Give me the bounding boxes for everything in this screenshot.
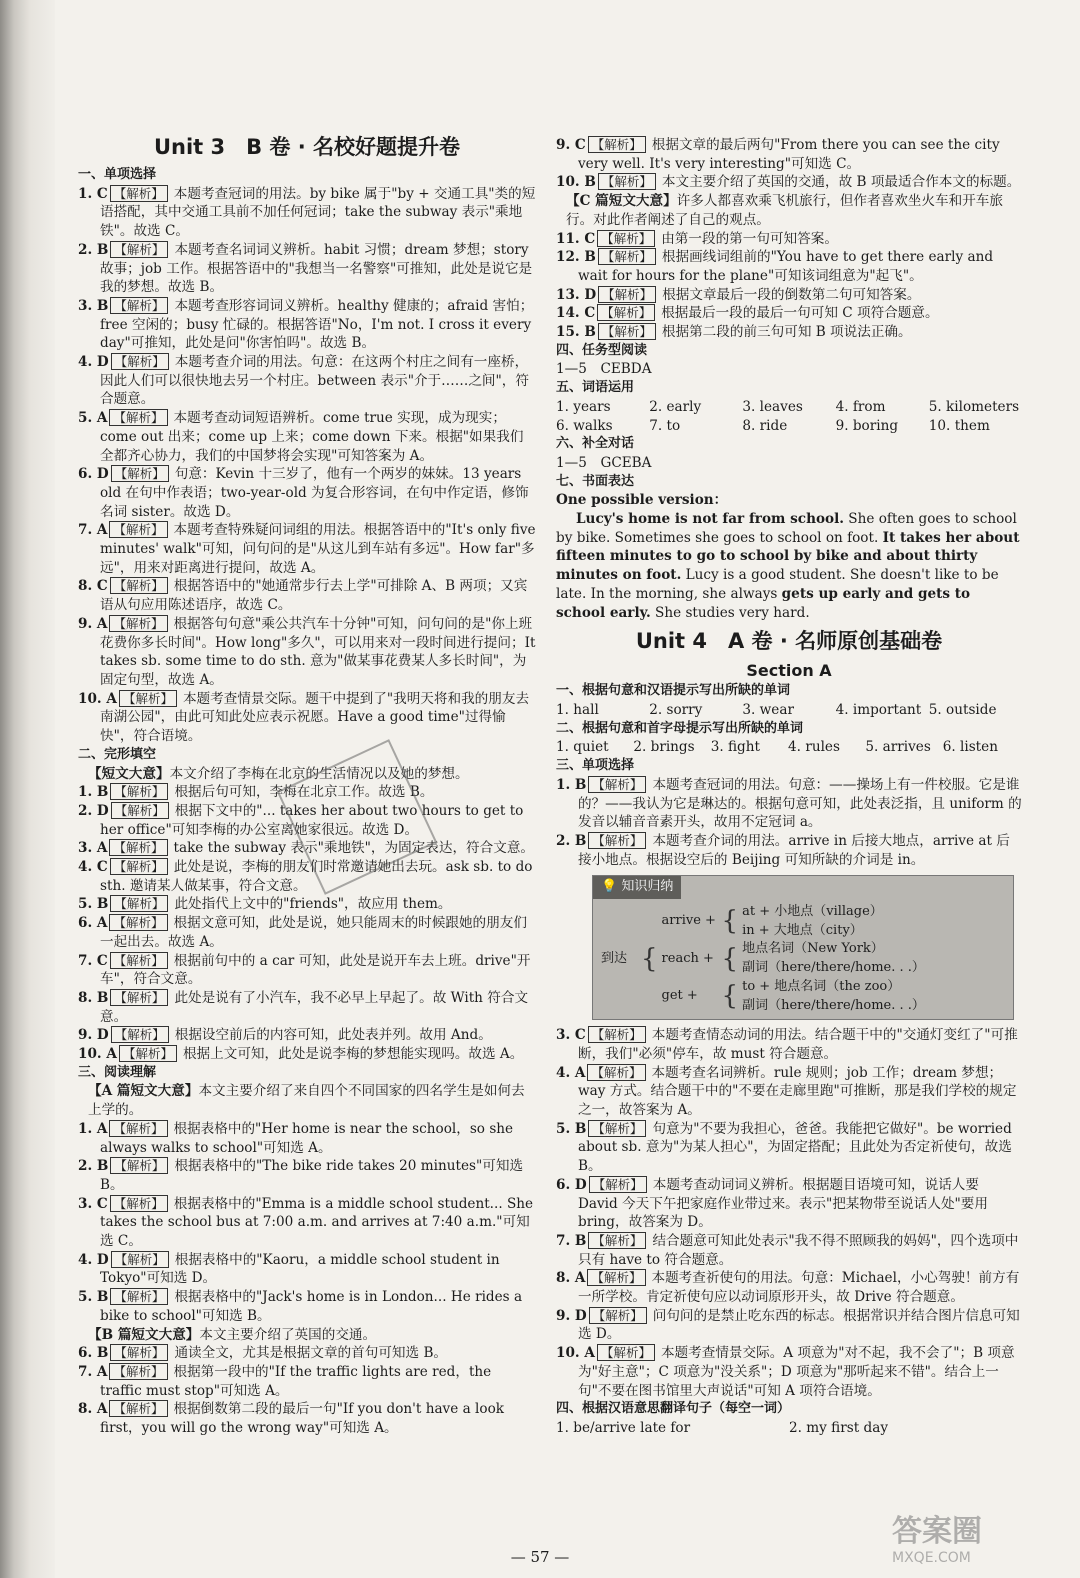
bulb-icon: 💡 — [601, 879, 618, 895]
answer-item — [556, 832, 1022, 869]
left-brace-icon: { — [641, 943, 658, 974]
word-answer: 2. early — [649, 398, 702, 415]
analysis-tag: 【解析】 — [587, 1269, 645, 1286]
answer-item — [556, 286, 1022, 305]
answer-number: 3. C — [78, 1195, 108, 1212]
answer-item — [78, 353, 536, 409]
analysis-tag: 【解析】 — [111, 1026, 169, 1043]
section-a-title: Section A — [746, 661, 832, 681]
answer-item — [556, 1232, 1022, 1269]
analysis-tag: 【解析】 — [598, 286, 656, 303]
answer-item — [556, 248, 1022, 285]
knowledge-box-title: 知识归纳 — [621, 879, 674, 895]
analysis-tag: 【解析】 — [597, 230, 655, 247]
answer-number: 8. A — [556, 1270, 586, 1287]
analysis-tag: 【解析】 — [597, 1344, 655, 1361]
answer-number: 5. B — [556, 1120, 587, 1137]
answer-item — [78, 895, 536, 914]
answer-number: 7. B — [556, 1232, 587, 1249]
answer-item — [78, 1026, 536, 1045]
analysis-tag: 【解析】 — [109, 1120, 167, 1137]
section-reading: 三、阅读理解 — [78, 1064, 157, 1080]
section-dialog: 六、补全对话 — [556, 436, 635, 452]
answer-number: 4. D — [78, 1251, 109, 1268]
unit4-part4-answers — [556, 1419, 1022, 1438]
reading-a-text: 本文主要介绍了来自四个不同国家的四名学生是如何去上学的。 — [88, 1083, 525, 1119]
answer-explanation: 本题考查情景交际。题干中提到了"我明天将和我的朋友去南湖公园"，由此可知此处应表示祝愿。Have a good time"过得愉快"，符合语境。 — [100, 690, 530, 745]
unit4-title: Unit 4 A 卷 · 名师原创基础卷 — [635, 629, 943, 654]
answer-explanation: 根据答句句意"乘公共汽车十分钟"可知，问句问的是"你上班花费你多长时间"。How long"多久"，可以用来对一段时间进行提问；It takes sb. some time to do sth. 意为"做某事花费某人多长时间"，为固定句型，故选 A。 — [100, 615, 536, 688]
reading-b-list — [78, 1344, 536, 1438]
knowledge-verb: reach + — [661, 950, 714, 966]
reading-b-tag: 【B 篇短文大意】 — [88, 1326, 200, 1343]
knowledge-usage: 副词（here/there/home. . .） — [742, 960, 925, 976]
answer-explanation: 根据表格中的"Jack's home is in London... He rides a bike to school"可知选 B。 — [100, 1289, 523, 1324]
reading-c-intro — [556, 192, 1022, 229]
knowledge-grid — [593, 899, 1013, 1019]
analysis-tag: 【解析】 — [119, 690, 177, 707]
analysis-tag: 【解析】 — [111, 465, 169, 482]
answer-explanation: 本题考查冠词的用法。by bike 属于"by + 交通工具"类的短语搭配，其中交通工具前不加任何冠词；take the subway 表示"乘地铁"。故选 C。 — [100, 185, 536, 240]
analysis-tag: 【解析】 — [598, 323, 656, 340]
answer-explanation: 问句问的是禁止吃东西的标志。根据常识并结合图片信息可知选 D。 — [578, 1307, 1020, 1343]
knowledge-rows — [662, 903, 925, 1015]
answer-explanation: 本题考查祈使句的用法。句意：Michael，小心驾驶！前方有一所学校。肯定祈使句应以动词原形开头，故 Drive 符合题意。 — [578, 1270, 1020, 1306]
answer-explanation: 根据倒数第二段的最后一句"If you don't have a look first，you will go the wrong way"可知选 A。 — [100, 1401, 504, 1437]
essay-sentence: It takes her about fifteen minutes to go to school by bike and about thirty minutes on foot. — [556, 529, 1020, 584]
analysis-tag: 【解析】 — [109, 1400, 167, 1417]
answer-number: 8. A — [78, 1401, 108, 1418]
cloze-intro-tag: 【短文大意】 — [88, 765, 170, 782]
answer-number: 1. B — [556, 776, 587, 793]
answer-item — [556, 1120, 1022, 1176]
answer-item — [78, 989, 536, 1026]
answer-number: 6. B — [78, 1345, 109, 1362]
answer-number: 1. A — [78, 1120, 108, 1137]
analysis-tag: 【解析】 — [111, 1251, 169, 1268]
knowledge-usage: in + 大地点（city） — [742, 922, 863, 938]
analysis-tag: 【解析】 — [119, 1045, 177, 1062]
answer-explanation: 本题考查介词的用法。句意：在这两个村庄之间有一座桥，因此人们可以很快地去另一个村庄。between 表示"介于……之间"，符合题意。 — [100, 354, 529, 408]
answer-number: 4. A — [556, 1064, 586, 1081]
answer-explanation: 此处是说，李梅的朋友们时常邀请她出去玩。ask sb. to do sth. 邀请某人做某事，符合文意。 — [100, 859, 533, 894]
knowledge-usages — [742, 903, 883, 940]
page-number: — 57 — — [510, 1548, 570, 1566]
answer-item — [78, 914, 536, 951]
answer-item — [78, 1400, 536, 1437]
answer-number: 9. A — [78, 615, 108, 632]
analysis-tag: 【解析】 — [110, 241, 168, 258]
analysis-tag: 【解析】 — [589, 1176, 647, 1193]
analysis-tag: 【解析】 — [110, 577, 168, 594]
answer-number: 10. A — [78, 690, 117, 707]
section-single-choice: 一、单项选择 — [78, 167, 157, 182]
analysis-tag: 【解析】 — [110, 895, 168, 912]
word-answer: 1. hall — [556, 701, 599, 718]
unit3-title: Unit 3 B 卷 · 名校好题提升卷 — [153, 135, 461, 159]
analysis-tag: 【解析】 — [109, 1363, 167, 1380]
knowledge-usages — [742, 978, 925, 1015]
analysis-tag: 【解析】 — [597, 304, 655, 321]
answer-number: 4. C — [78, 859, 108, 876]
watermark-top: 答案圈 — [892, 1514, 982, 1549]
answer-number: 5. B — [78, 896, 109, 913]
answer-item — [556, 304, 1022, 323]
answer-number: 15. B — [556, 324, 596, 341]
word-answer: 4. from — [835, 398, 886, 415]
answer-explanation: 本题考查特殊疑问词组的用法。根据答语中的"It's only five minutes' walk"可知，问句问的是"从这儿到车站有多远"。How far"多远"，用来对距离进行提问，故选 A。 — [100, 522, 536, 576]
answer-explanation: 此处是说有了小汽车，我不必早上早起了。故 With 符合文意。 — [100, 989, 529, 1025]
knowledge-row — [662, 940, 925, 977]
section-cloze: 二、完形填空 — [78, 746, 157, 762]
word-answer: 1. quiet — [556, 739, 609, 756]
answer-item — [556, 1064, 1022, 1120]
essay — [556, 510, 1022, 622]
analysis-tag: 【解析】 — [110, 1344, 168, 1361]
essay-sentence: gets up early and gets to school early. — [556, 585, 971, 621]
answer-item — [556, 1026, 1022, 1063]
word-answer: 6. walks — [556, 417, 613, 434]
reading-c-tag: 【C 篇短文大意】 — [566, 193, 677, 210]
answer-number: 7. C — [78, 952, 108, 969]
answer-item — [78, 1251, 536, 1288]
cloze-intro-text: 本文介绍了李梅在北京的生活情况以及她的梦想。 — [169, 765, 469, 782]
translation-answer: 1. be/arrive late for — [556, 1420, 691, 1436]
unit4-part1-answers — [556, 701, 1022, 720]
answer-item — [78, 1157, 536, 1194]
reading-b-intro — [78, 1326, 536, 1345]
answer-number: 11. C — [556, 230, 596, 247]
answer-number: 9. C — [556, 137, 586, 153]
answer-item — [78, 952, 536, 989]
reading-a-intro — [78, 1082, 536, 1119]
analysis-tag: 【解析】 — [598, 248, 656, 265]
answer-number: 2. D — [78, 802, 109, 819]
essay-heading: One possible version： — [556, 492, 728, 509]
answer-number: 10. A — [556, 1345, 595, 1362]
reading-b-text: 本文主要介绍了英国的交通。 — [199, 1326, 377, 1343]
knowledge-verb: get + — [661, 988, 698, 1004]
word-answer: 6. listen — [942, 739, 998, 756]
unit4-part3-heading: 三、单项选择 — [556, 758, 635, 774]
answer-item — [78, 297, 536, 353]
answer-item — [78, 1344, 536, 1363]
answer-item — [78, 185, 536, 241]
reading-c-text: 许多人都喜欢乘飞机旅行，但作者喜欢坐火车和开车旅行。对此作者阐述了自己的观点。 — [566, 193, 1003, 228]
answer-explanation: 本题考查情景交际。A 项意为"对不起，我不会了"；B 项意为"好主意"；C 项意为"没关系"；D 项意为"那听起来不错"。结合上一句"不要在图书馆里大声说话"可知 A 项符合语境。 — [578, 1345, 1015, 1399]
answer-item — [556, 1269, 1022, 1306]
answer-explanation: 本题考查介词的用法。arrive in 后接大地点，arrive at 后接小地点。根据设空后的 Beijing 可知所缺的介词是 in。 — [578, 832, 1010, 868]
answer-number: 6. A — [78, 915, 108, 932]
answer-explanation: 根据文意可知，此处是说，她只能周末的时候跟她的朋友们一起出去。故选 A。 — [100, 915, 527, 950]
unit4-part4-heading: 四、根据汉语意思翻译句子（每空一词） — [556, 1401, 791, 1417]
answer-item — [78, 577, 536, 614]
answer-item — [556, 1307, 1022, 1344]
analysis-tag: 【解析】 — [587, 1064, 645, 1081]
answer-number: 6. D — [556, 1176, 587, 1193]
knowledge-daoda: 到达 — [601, 950, 628, 966]
answer-item — [556, 173, 1022, 192]
answer-item — [78, 1195, 536, 1251]
analysis-tag: 【解析】 — [588, 1232, 646, 1249]
book-spine-shadow — [0, 0, 55, 1578]
brace-icon: { — [721, 906, 739, 937]
answer-number: 8. C — [78, 578, 108, 595]
answer-number: 10. A — [78, 1046, 117, 1063]
answer-number: 7. A — [78, 1364, 108, 1380]
right-column — [556, 136, 1022, 1438]
analysis-tag: 【解析】 — [109, 409, 167, 426]
section-writing: 七、书面表达 — [556, 473, 635, 489]
answer-explanation: 结合题意可知此处表示"我不得不照顾我的妈妈"，四个选项中只有 have to 符合题意。 — [578, 1232, 1019, 1268]
word-answer: 2. sorry — [649, 701, 703, 718]
answer-explanation: 本题考查动词词义辨析。根据题目语境可知，说话人要 David 今天下午把家庭作业带过来。表示"把某物带至说话人处"要用 bring，故答案为 D。 — [578, 1176, 988, 1231]
answer-number: 5. B — [78, 1289, 109, 1306]
word-answer: 5. outside — [928, 701, 997, 718]
answer-explanation: 本文主要介绍了英国的交通，故 B 项最适合作本文的标题。 — [661, 174, 1021, 191]
answer-number: 3. C — [556, 1027, 586, 1044]
unit4-choice-list-a — [556, 776, 1022, 870]
answer-number: 8. B — [78, 989, 109, 1006]
word-answer: 4. important — [835, 701, 922, 718]
answer-item — [78, 241, 536, 297]
word-answer: 2. brings — [633, 739, 695, 756]
answer-explanation: 根据上文可知，此处是说李梅的梦想能实现吗。故选 A。 — [182, 1046, 524, 1063]
answer-explanation: 根据后句可知，李梅在北京工作。故选 B。 — [174, 784, 434, 801]
word-answer: 7. to — [649, 417, 681, 434]
answer-item — [78, 615, 536, 690]
answer-explanation: 本题考查形容词词义辨析。healthy 健康的；afraid 害怕；free 空闲的；busy 忙碌的。根据答语"No，I'm not. I cross it every day"可推知，此处是问"你害怕吗"。故选 B。 — [100, 297, 534, 352]
answer-explanation: 根据表格中的"Emma is a middle school student... She takes the school bus at 7:00 a.m. and arrives at 7:40 a.m."可知选 C。 — [100, 1195, 534, 1250]
word-answer: 9. boring — [835, 417, 899, 434]
answer-number: 6. D — [78, 466, 109, 483]
essay-sentence: She studies very hard. — [650, 604, 810, 621]
answer-item — [78, 1288, 536, 1325]
knowledge-usage: to + 地点名词（the zoo） — [742, 978, 901, 994]
word-answer: 8. ride — [742, 417, 788, 434]
analysis-tag: 【解析】 — [110, 1195, 168, 1212]
word-answer: 4. rules — [788, 739, 840, 756]
answer-explanation: 根据第二段的前三句可知 B 项说法正确。 — [661, 324, 912, 341]
answer-number: 5. A — [78, 410, 108, 427]
answer-number: 1. C — [78, 185, 108, 202]
answer-explanation: 根据前句中的 a car 可知，此处是说开车去上班。drive"开车"，符合文意。 — [100, 952, 531, 988]
answer-number: 13. D — [556, 286, 597, 303]
answer-item — [78, 465, 536, 521]
word-answer: 5. arrives — [865, 739, 931, 756]
answer-explanation: 本题考查冠词的用法。句意：——操场上有一件校服。它是谁的？——我认为它是琳达的。根据句意可知，此处表泛指，且 uniform 的发音以辅音音素开头，故用不定冠词 a。 — [578, 776, 1022, 831]
analysis-tag: 【解析】 — [111, 353, 169, 370]
answer-explanation: 根据表格中的"Her home is near the school，so she always walks to school"可知选 A。 — [100, 1120, 514, 1156]
analysis-tag: 【解析】 — [110, 858, 168, 875]
analysis-tag: 【解析】 — [110, 297, 168, 314]
answer-item — [556, 323, 1022, 342]
answer-explanation: take the subway 表示"乘地铁"，为固定表达，符合文意。 — [173, 840, 535, 857]
watermark-logo — [892, 1506, 1062, 1566]
answer-explanation: 根据答语中的"她通常步行去上学"可排除 A、B 两项；又宾语从句应用陈述语序，故选 C。 — [100, 578, 528, 614]
answer-item — [556, 1344, 1022, 1400]
reading-a-list — [78, 1120, 536, 1326]
task-answers: 1—5 CEBDA — [556, 361, 652, 378]
answer-number: 2. B — [78, 1158, 109, 1175]
answer-number: 14. C — [556, 305, 596, 322]
answer-explanation: 本题考查名词辨析。rule 规则；job 工作；dream 梦想；way 方式。结合题干中的"不要在走廊里跑"可推断，那是我们学校的规定之一，故答案为 A。 — [578, 1064, 1017, 1119]
essay-paragraph — [556, 510, 1022, 622]
brace-icon: { — [721, 943, 739, 974]
dialog-answers: 1—5 GCEBA — [556, 454, 652, 471]
unit4-part2-answers — [556, 738, 1022, 757]
answer-explanation: 通读全文，尤其是根据文章的首句可知选 B。 — [174, 1345, 448, 1362]
answer-explanation: 句意为"不要为我担心，爸爸。我能把它做好"。be worried about sb. 意为"为某人担心"，为固定搭配；且此处为否定祈使句，故选 B。 — [578, 1120, 1012, 1175]
translation-answer: 2. my first day — [789, 1420, 888, 1436]
word-answer: 10. them — [928, 417, 990, 434]
analysis-tag: 【解析】 — [110, 952, 168, 969]
answer-item — [78, 409, 536, 465]
reading-c-list — [556, 230, 1022, 342]
word-answer: 3. wear — [742, 701, 794, 718]
answer-item — [78, 1120, 536, 1157]
answer-explanation: 根据设空前后的内容可知，此处表并列。故用 And。 — [174, 1027, 492, 1044]
answer-explanation: 根据第一段中的"If the traffic lights are red，the traffic must stop"可知选 A。 — [100, 1364, 492, 1399]
knowledge-box — [592, 875, 1014, 1020]
answer-item — [78, 1045, 536, 1064]
knowledge-usages — [742, 940, 925, 977]
knowledge-box-heading — [593, 876, 681, 899]
word-use-answers — [556, 398, 1022, 435]
analysis-tag: 【解析】 — [588, 776, 646, 793]
answer-explanation: 本题考查动词短语辨析。come true 实现，成为现实；come out 出来；come up 上来；come down 下来。根据"如果我们全都齐心协力，我们的中国梦将会实现"可知答案为 A。 — [100, 410, 524, 464]
answer-explanation: 本题考查名词词义辨析。habit 习惯；dream 梦想；story 故事；job 工作。根据答语中的"我想当一名警察"可推知，此处是说它是我的梦想。故选 B。 — [100, 241, 533, 296]
analysis-tag: 【解析】 — [109, 615, 167, 632]
answer-explanation: 根据画线词组前的"You have to get there early and wait for hours for the plane"可知该词组意为"起飞"。 — [578, 249, 994, 284]
answer-explanation: 根据下文中的"... takes her about two hours to get to her office"可知李梅的办公室离她家很远。故选 D。 — [100, 802, 524, 838]
answer-item — [78, 690, 536, 746]
analysis-tag: 【解析】 — [598, 173, 656, 190]
unit4-part2-heading: 二、根据句意和首字母提示写出所缺的单词 — [556, 720, 804, 736]
word-answer: 3. leaves — [742, 398, 803, 415]
analysis-tag: 【解析】 — [588, 1026, 646, 1043]
unit4-part1-heading: 一、根据句意和汉语提示写出所缺的单词 — [556, 683, 791, 699]
section-word-use: 五、词语运用 — [556, 380, 635, 396]
analysis-tag: 【解析】 — [109, 521, 167, 538]
analysis-tag: 【解析】 — [588, 1120, 646, 1137]
knowledge-verb: arrive + — [661, 913, 716, 929]
essay-sentence: Lucy's home is not far from school. — [576, 511, 844, 528]
analysis-tag: 【解析】 — [588, 136, 646, 153]
answer-item — [78, 1363, 536, 1400]
answer-item — [556, 230, 1022, 249]
essay-sentence: She often goes to school by bike. Sometimes she goes to school on foot. — [556, 511, 1017, 546]
single-choice-list — [78, 185, 536, 746]
answer-item — [78, 858, 536, 895]
analysis-tag: 【解析】 — [110, 185, 168, 202]
analysis-tag: 【解析】 — [110, 1288, 168, 1305]
section-task-reading: 四、任务型阅读 — [556, 342, 648, 358]
answer-explanation: 根据文章的最后两句"From there you can see the city very well. It's very interesting"可知选 C。 — [578, 137, 1000, 172]
word-answer: 1. years — [556, 398, 611, 415]
answer-number: 7. A — [78, 522, 108, 539]
analysis-tag: 【解析】 — [109, 914, 167, 931]
knowledge-row — [662, 978, 925, 1015]
analysis-tag: 【解析】 — [110, 783, 168, 800]
answer-number: 10. B — [556, 174, 596, 191]
answer-item — [78, 521, 536, 577]
knowledge-row — [662, 903, 925, 940]
brace-icon: { — [721, 981, 739, 1012]
answer-explanation: 根据最后一段的最后一句可知 C 项符合题意。 — [661, 305, 939, 322]
analysis-tag: 【解析】 — [111, 802, 169, 819]
unit4-choice-list-b — [556, 1026, 1022, 1400]
answer-explanation: 此处指代上文中的"friends"，故应用 them。 — [174, 896, 452, 913]
answer-explanation: 由第一段的第一句可知答案。 — [661, 230, 838, 247]
knowledge-usage: 副词（here/there/home. . .） — [742, 997, 925, 1013]
answer-number: 9. D — [556, 1307, 587, 1324]
answer-number: 1. B — [78, 784, 109, 801]
answer-number: 3. B — [78, 297, 109, 314]
answer-item — [556, 136, 1022, 173]
analysis-tag: 【解析】 — [109, 839, 167, 856]
analysis-tag: 【解析】 — [589, 1307, 647, 1324]
watermark-bottom: MXQE.COM — [892, 1550, 971, 1566]
answer-number: 2. B — [78, 241, 109, 258]
analysis-tag: 【解析】 — [110, 1157, 168, 1174]
analysis-tag: 【解析】 — [588, 832, 646, 849]
knowledge-usage: at + 小地点（village） — [742, 904, 883, 920]
answer-number: 9. D — [78, 1027, 109, 1044]
essay-sentence: Lucy is a good student. She doesn't like to be late. In the morning, she always — [556, 567, 999, 602]
answer-explanation: 句意：Kevin 十三岁了，他有一个两岁的妹妹。13 years old 在句中作表语；two-year-old 为复合形容词，在句中作定语，修饰名词 sister。故选 D。 — [100, 466, 529, 520]
answer-explanation: 根据表格中的"The bike ride takes 20 minutes"可知选 B。 — [100, 1158, 524, 1193]
answer-number: 12. B — [556, 249, 596, 266]
knowledge-usage: 地点名词（New York） — [742, 941, 884, 957]
analysis-tag: 【解析】 — [110, 989, 168, 1006]
answer-item — [556, 776, 1022, 832]
reading-b-list-cont — [556, 136, 1022, 192]
answer-explanation: 根据文章最后一段的倒数第二句可知答案。 — [662, 286, 921, 303]
answer-item — [556, 1176, 1022, 1232]
answer-explanation: 本题考查情态动词的用法。结合题干中的"交通灯变红了"可推断，我们"必须"停车，故 must 符合题意。 — [578, 1027, 1018, 1062]
reading-a-tag: 【A 篇短文大意】 — [88, 1083, 199, 1100]
answer-number: 4. D — [78, 354, 109, 371]
answer-number: 2. B — [556, 832, 587, 849]
answer-number: 3. A — [78, 840, 108, 857]
answer-explanation: 根据表格中的"Kaoru，a middle school student in Tokyo"可知选 D。 — [100, 1251, 500, 1287]
word-answer: 5. kilometers — [928, 398, 1020, 415]
word-answer: 3. fight — [710, 739, 760, 756]
